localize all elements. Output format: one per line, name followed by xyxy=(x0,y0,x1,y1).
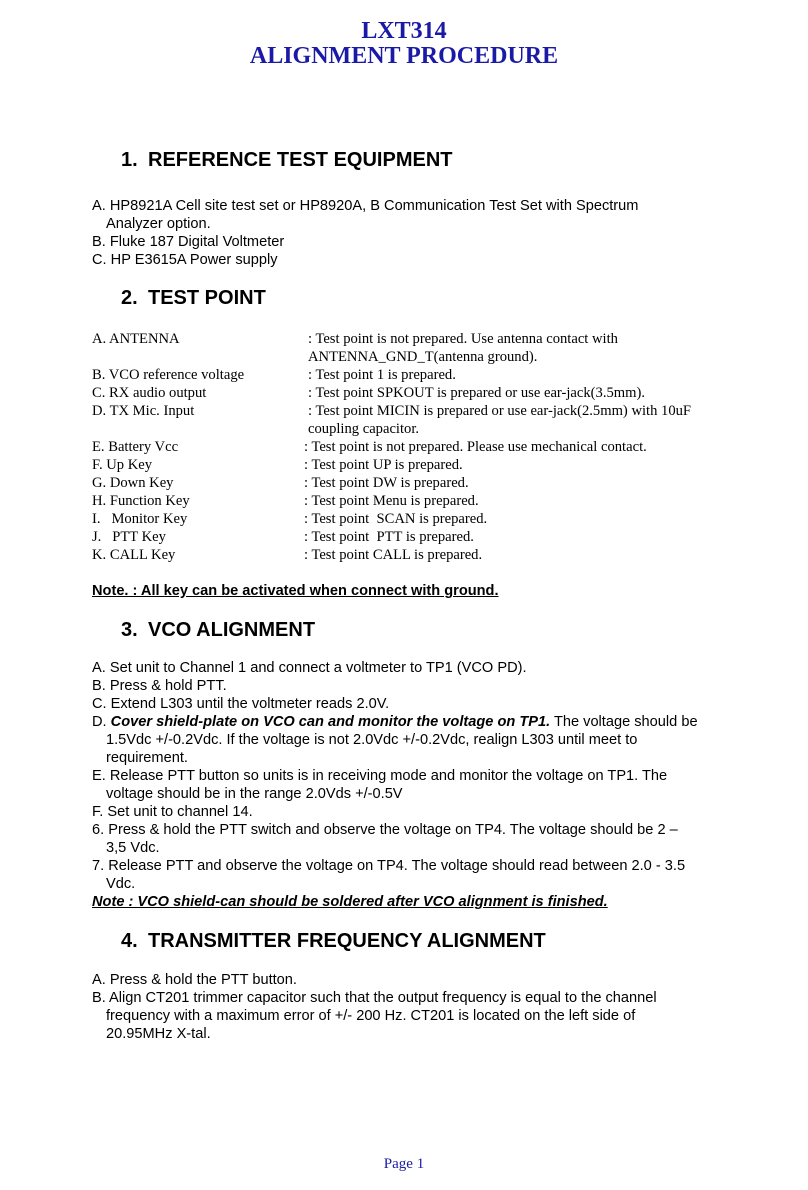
vco-step-d-rest: The voltage should be xyxy=(550,714,698,730)
tx-step: frequency with a maximum error of +/- 200 Hz. CT201 is located on the left side of xyxy=(106,1008,636,1024)
test-point-desc: : Test point Menu is prepared. xyxy=(304,493,479,509)
section-2-heading xyxy=(121,286,266,310)
vco-step: 7. Release PTT and observe the voltage on TP4. The voltage should read between 2.0 - 3.5 xyxy=(92,858,686,874)
vco-step-d-emphasis: Cover shield-plate on VCO can and monitor the voltage on TP1. xyxy=(110,714,551,730)
section-1-heading xyxy=(121,148,452,172)
vco-step: 1.5Vdc +/-0.2Vdc. If the voltage is not 2.0Vdc +/-0.2Vdc, realign L303 until meet to xyxy=(106,732,638,748)
test-point-desc: : Test point UP is prepared. xyxy=(304,457,463,473)
page-number: Page 1 xyxy=(383,1156,425,1172)
vco-step: B. Press & hold PTT. xyxy=(92,678,227,694)
section-3-heading xyxy=(121,618,315,642)
test-point-label: B. VCO reference voltage xyxy=(92,367,245,383)
test-point-desc: : Test point 1 is prepared. xyxy=(308,367,456,383)
document-title-line1: LXT314 xyxy=(361,18,447,44)
test-point-desc: : Test point CALL is prepared. xyxy=(304,547,483,563)
test-point-label: J. PTT Key xyxy=(92,529,166,545)
vco-step: A. Set unit to Channel 1 and connect a voltmeter to TP1 (VCO PD). xyxy=(92,660,527,676)
vco-step: Vdc. xyxy=(106,876,136,892)
section-1-title: REFERENCE TEST EQUIPMENT xyxy=(148,149,453,171)
test-point-desc: ANTENNA_GND_T(antenna ground). xyxy=(308,349,538,365)
vco-step: voltage should be in the range 2.0Vds +/-0.5V xyxy=(106,786,403,802)
test-point-desc: : Test point SPKOUT is prepared or use ear-jack(3.5mm). xyxy=(308,385,645,401)
section-4-number: 4. xyxy=(121,930,138,952)
vco-step: C. Extend L303 until the voltmeter reads 2.0V. xyxy=(92,696,390,712)
test-point-desc: : Test point MICIN is prepared or use ear-jack(2.5mm) with 10uF xyxy=(308,403,692,419)
test-point-label: H. Function Key xyxy=(92,493,190,509)
vco-step-d-prefix: D. xyxy=(92,714,111,730)
section-2-number: 2. xyxy=(121,287,138,309)
section-4-title: TRANSMITTER FREQUENCY ALIGNMENT xyxy=(148,930,546,952)
test-point-desc: : Test point DW is prepared. xyxy=(304,475,469,491)
document-title-line2: ALIGNMENT PROCEDURE xyxy=(249,43,559,69)
vco-step: requirement. xyxy=(106,750,188,766)
test-point-desc: : Test point PTT is prepared. xyxy=(304,529,474,545)
section-1-number: 1. xyxy=(121,149,138,171)
test-point-label: G. Down Key xyxy=(92,475,174,491)
section-4-heading xyxy=(121,929,546,953)
test-point-desc: : Test point SCAN is prepared. xyxy=(304,511,488,527)
test-point-label: D. TX Mic. Input xyxy=(92,403,195,419)
test-point-label: E. Battery Vcc xyxy=(92,439,179,455)
equipment-line: A. HP8921A Cell site test set or HP8920A, B Communication Test Set with Spectrum xyxy=(92,198,639,214)
vco-step: E. Release PTT button so units is in receiving mode and monitor the voltage on TP1. The xyxy=(92,768,668,784)
test-point-desc: coupling capacitor. xyxy=(308,421,420,437)
test-point-desc: : Test point is not prepared. Use antenna contact with xyxy=(308,331,618,347)
section-3-title: VCO ALIGNMENT xyxy=(148,619,316,641)
test-point-label: A. ANTENNA xyxy=(92,331,180,347)
tx-step: A. Press & hold the PTT button. xyxy=(92,972,297,988)
vco-step-d xyxy=(92,713,698,731)
tx-step: B. Align CT201 trimmer capacitor such that the output frequency is equal to the channel xyxy=(92,990,657,1006)
equipment-line: Analyzer option. xyxy=(106,216,211,232)
test-point-desc: : Test point is not prepared. Please use mechanical contact. xyxy=(304,439,647,455)
vco-step: 6. Press & hold the PTT switch and observe the voltage on TP4. The voltage should be 2 – xyxy=(92,822,678,838)
test-point-label: C. RX audio output xyxy=(92,385,207,401)
keys-note: Note. : All key can be activated when connect with ground. xyxy=(92,583,499,599)
equipment-line: C. HP E3615A Power supply xyxy=(92,252,278,268)
test-point-label: I. Monitor Key xyxy=(92,511,188,527)
vco-step: 3,5 Vdc. xyxy=(106,840,160,856)
tx-step: 20.95MHz X-tal. xyxy=(106,1026,211,1042)
vco-note: Note : VCO shield-can should be soldered after VCO alignment is finished. xyxy=(92,894,608,910)
vco-step: F. Set unit to channel 14. xyxy=(92,804,253,820)
section-3-number: 3. xyxy=(121,619,138,641)
section-2-title: TEST POINT xyxy=(148,287,266,309)
test-point-label: K. CALL Key xyxy=(92,547,176,563)
test-point-label: F. Up Key xyxy=(92,457,153,473)
equipment-line: B. Fluke 187 Digital Voltmeter xyxy=(92,234,285,250)
